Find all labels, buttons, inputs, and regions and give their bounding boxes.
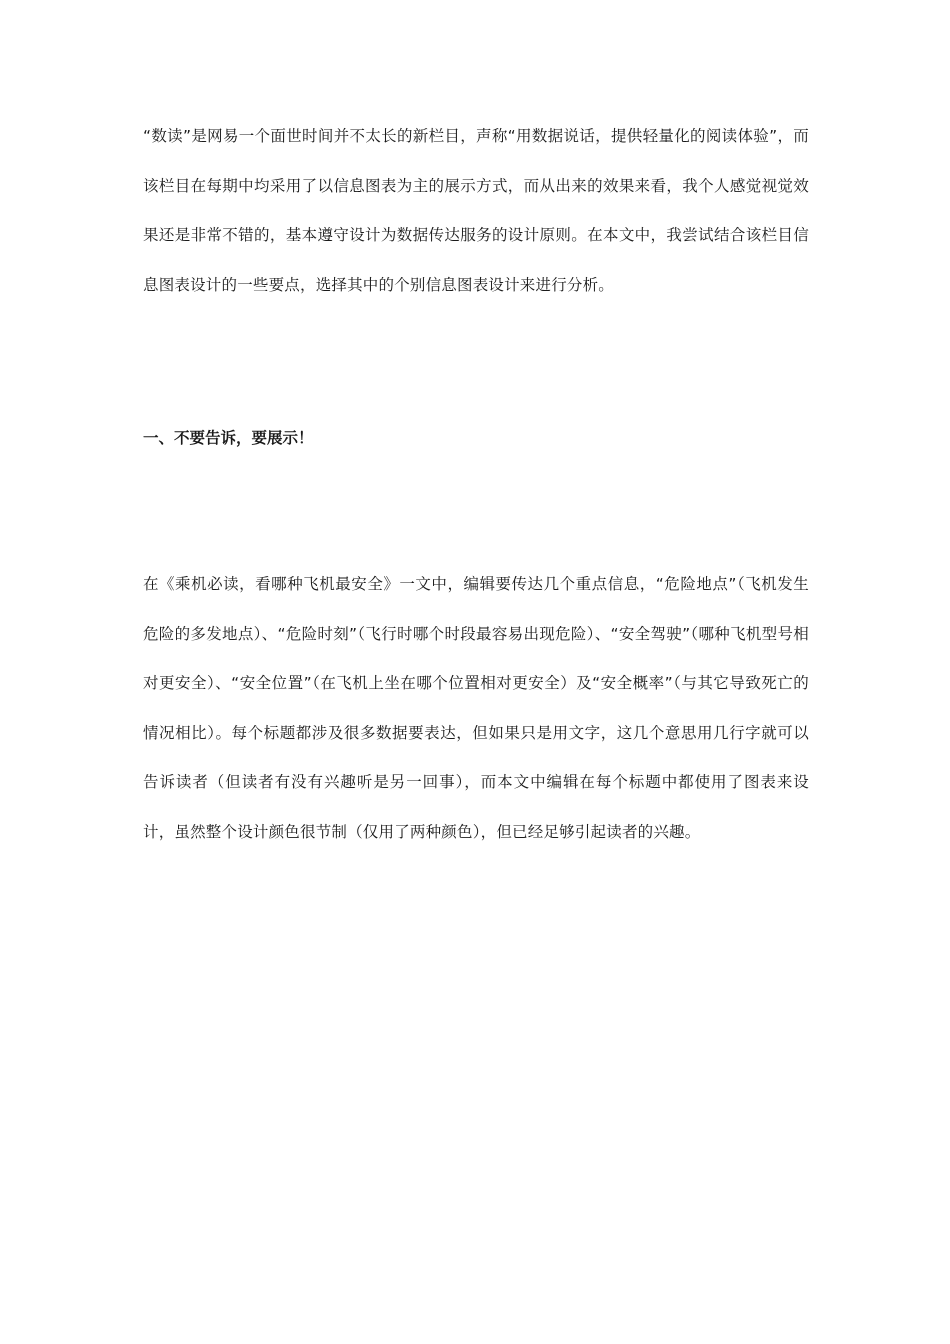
- section-heading: 一、不要告诉，要展示！: [143, 429, 314, 447]
- body-paragraph: 在《乘机必读，看哪种飞机最安全》一文中，编辑要传达几个重点信息，“危险地点”（飞机发生危险的多发地点）、“危险时刻”（飞行时哪个时段最容易出现危险）、“安全驾驶”（哪种飞机型号相对更安全）、“安全位置”（在飞机上坐在哪个位置相对更安全）及“安全概率”（与其它导致死亡的情况相比）。每个标题都涉及很多数据要表达，但如果只是用文字，这几个意思用几行字就可以告诉读者（但读者有没有兴趣听是另一回事），而本文中编辑在每个标题中都使用了图表来设计，虽然整个设计颜色很节制（仅用了两种颜色），但已经足够引起读者的兴趣。: [143, 575, 809, 841]
- intro-paragraph: “数读”是网易一个面世时间并不太长的新栏目，声称“用数据说话，提供轻量化的阅读体验”，而该栏目在每期中均采用了以信息图表为主的展示方式，而从出来的效果来看，我个人感觉视觉效果还是非常不错的，基本遵守设计为数据传达服务的设计原则。在本文中，我尝试结合该栏目信息图表设计的一些要点，选择其中的个别信息图表设计来进行分析。: [143, 127, 809, 294]
